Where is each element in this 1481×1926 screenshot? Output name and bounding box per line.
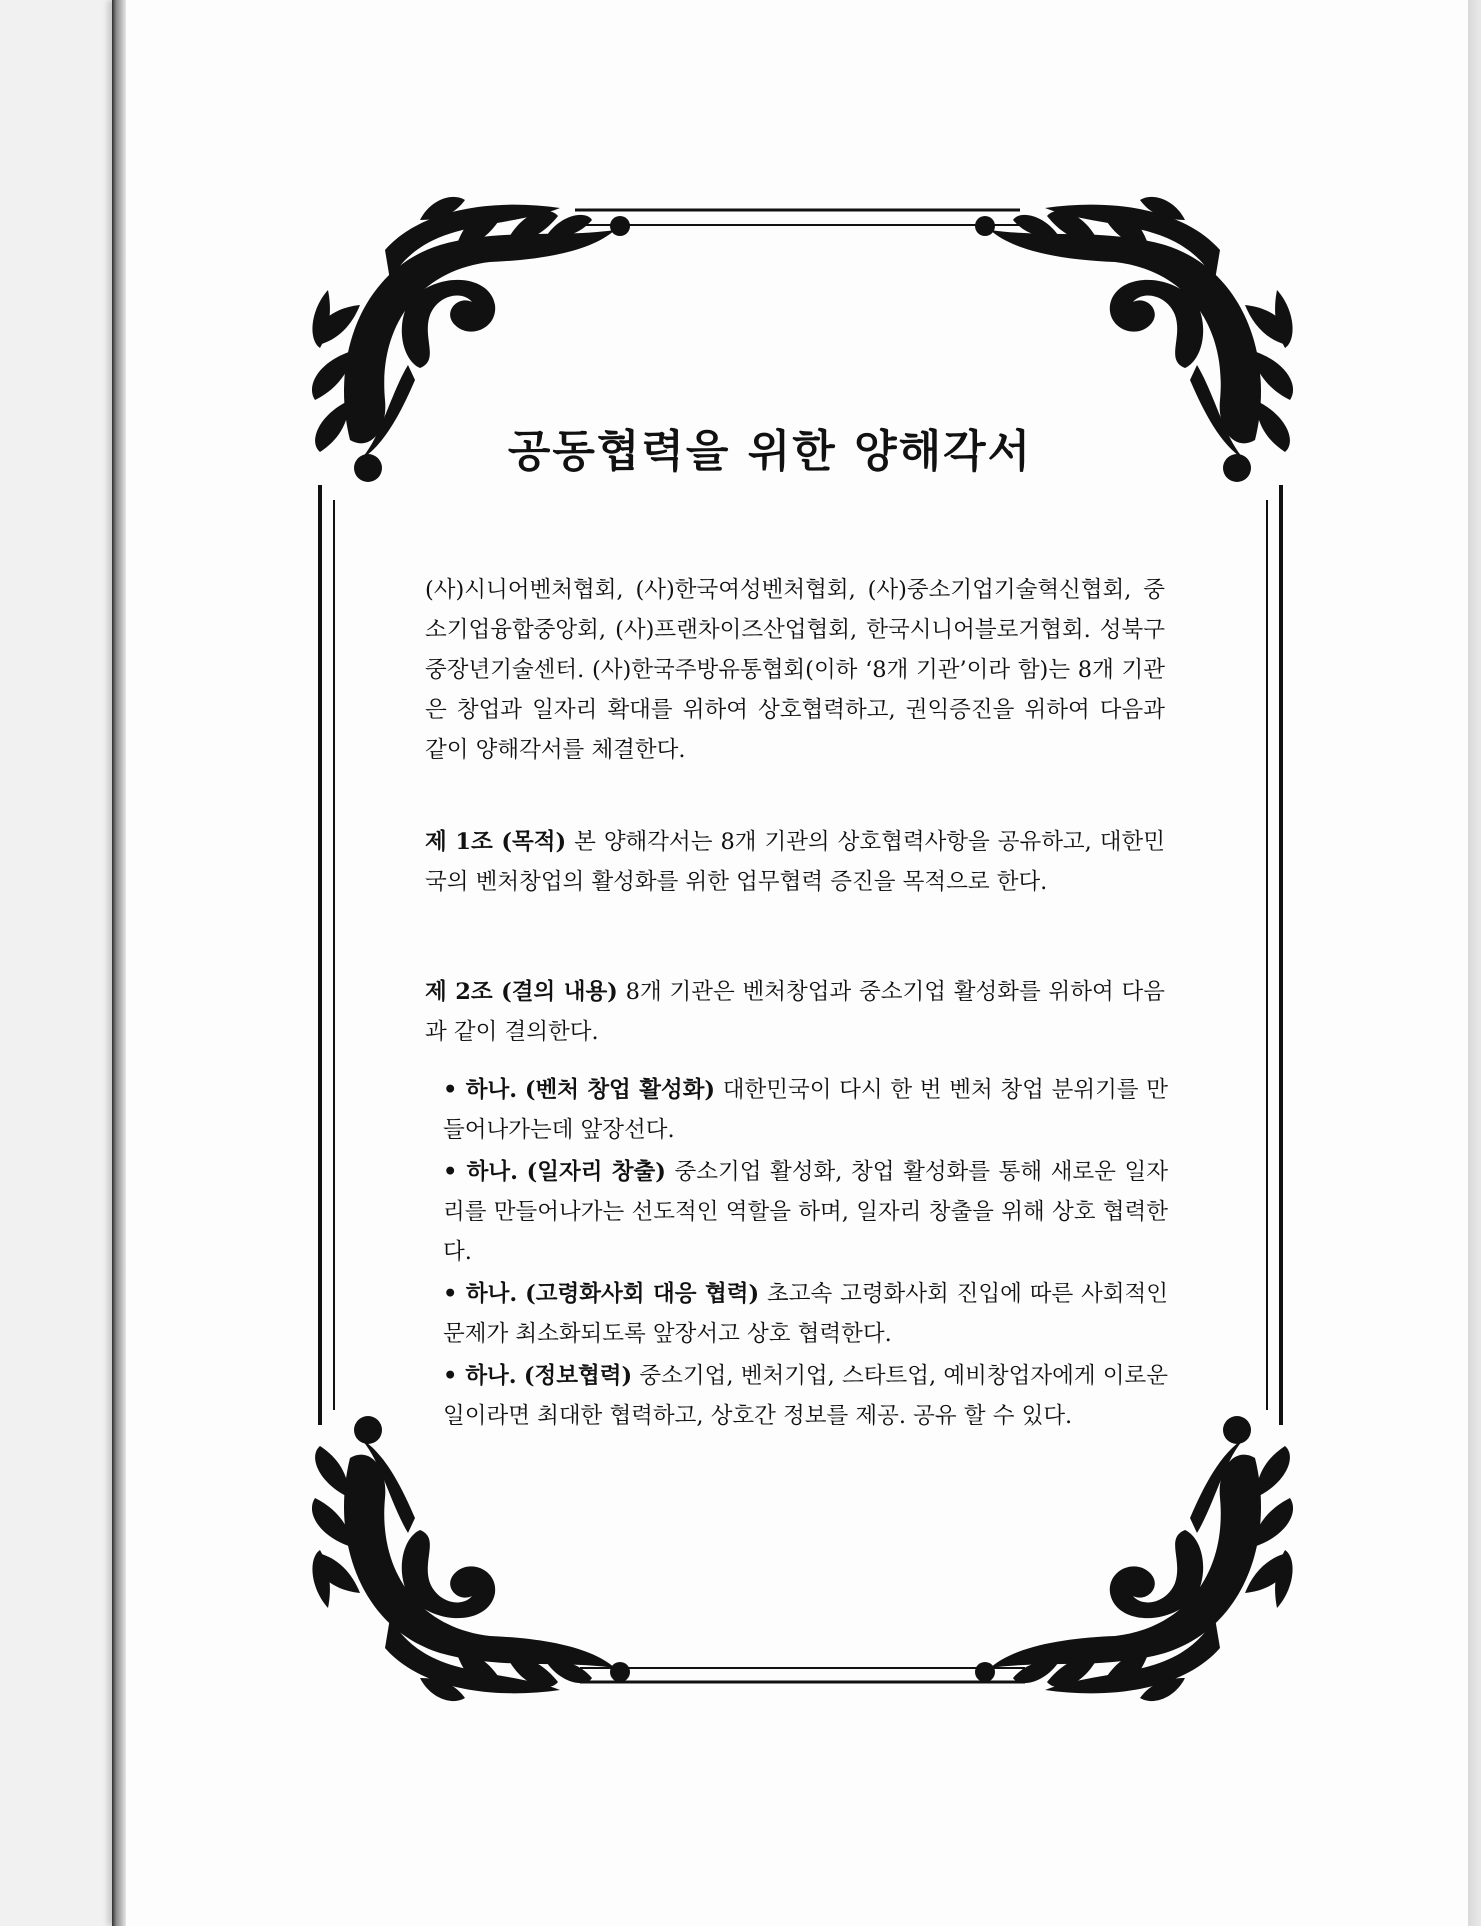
clause-bullet: • 하나. bbox=[443, 1281, 518, 1307]
ornament-corner-bottom-left-icon bbox=[312, 1416, 630, 1701]
list-item bbox=[443, 1070, 1168, 1150]
article-1 bbox=[425, 822, 1165, 902]
article-2 bbox=[425, 972, 1165, 1052]
clause-heading: (벤처 창업 활성화) bbox=[524, 1077, 716, 1103]
clause-heading: (정보협력) bbox=[523, 1363, 633, 1389]
clause-bullet: • 하나. bbox=[443, 1363, 517, 1389]
clause-heading: (일자리 창출) bbox=[526, 1159, 666, 1185]
ornament-corner-bottom-right-icon bbox=[975, 1416, 1293, 1701]
article-2-text: 8개 기관은 벤처창업과 중소기업 활성화를 위하여 다음과 같이 결의한다. bbox=[425, 979, 1165, 1045]
clause-text: 대한민국이 다시 한 번 벤처 창업 분위기를 만들어나가는데 앞장선다. bbox=[443, 1077, 1168, 1143]
document-title: 공동협력을 위한 양해각서 bbox=[507, 426, 1033, 477]
preamble-paragraph: (사)시니어벤처협회, (사)한국여성벤처협회, (사)중소기업기술혁신협회, 중소기업융합중앙회, (사)프랜차이즈산업협회, 한국시니어블로거협회. 성북구중장년기술센터. (사)한국주방유통협회(이하 ‘8개 기관’이라 함)는 8개 기관은 창업과 일자리 확대를 위하여 상호협력하고, 권익증진을 위하여 다음과 같이 양해각서를 체결한다. bbox=[425, 577, 1165, 763]
clause-bullet: • 하나. bbox=[443, 1159, 518, 1185]
list-item bbox=[443, 1152, 1168, 1272]
clause-text: 중소기업, 벤처기업, 스타트업, 예비창업자에게 이로운 일이라면 최대한 협력하고, 상호간 정보를 제공. 공유 할 수 있다. bbox=[443, 1363, 1169, 1429]
clause-heading: (고령화사회 대응 협력) bbox=[525, 1281, 760, 1307]
list-item bbox=[443, 1274, 1168, 1354]
resolution-list bbox=[443, 1070, 1168, 1438]
clause-text: 중소기업 활성화, 창업 활성화를 통해 새로운 일자리를 만들어나가는 선도적인 역할을 하며, 일자리 창출을 위해 상호 협력한다. bbox=[443, 1159, 1168, 1265]
list-item bbox=[443, 1356, 1168, 1436]
article-2-heading: 제 2조 (결의 내용) bbox=[425, 979, 618, 1005]
article-1-heading: 제 1조 (목적) bbox=[425, 829, 567, 855]
clause-text: 초고속 고령화사회 진입에 따른 사회적인 문제가 최소화되도록 앞장서고 상호 협력한다. bbox=[443, 1281, 1168, 1347]
clause-bullet: • 하나. bbox=[443, 1077, 518, 1103]
article-1-text: 본 양해각서는 8개 기관의 상호협력사항을 공유하고, 대한민국의 벤처창업의 활성화를 위한 업무협력 증진을 목적으로 한다. bbox=[425, 829, 1165, 895]
